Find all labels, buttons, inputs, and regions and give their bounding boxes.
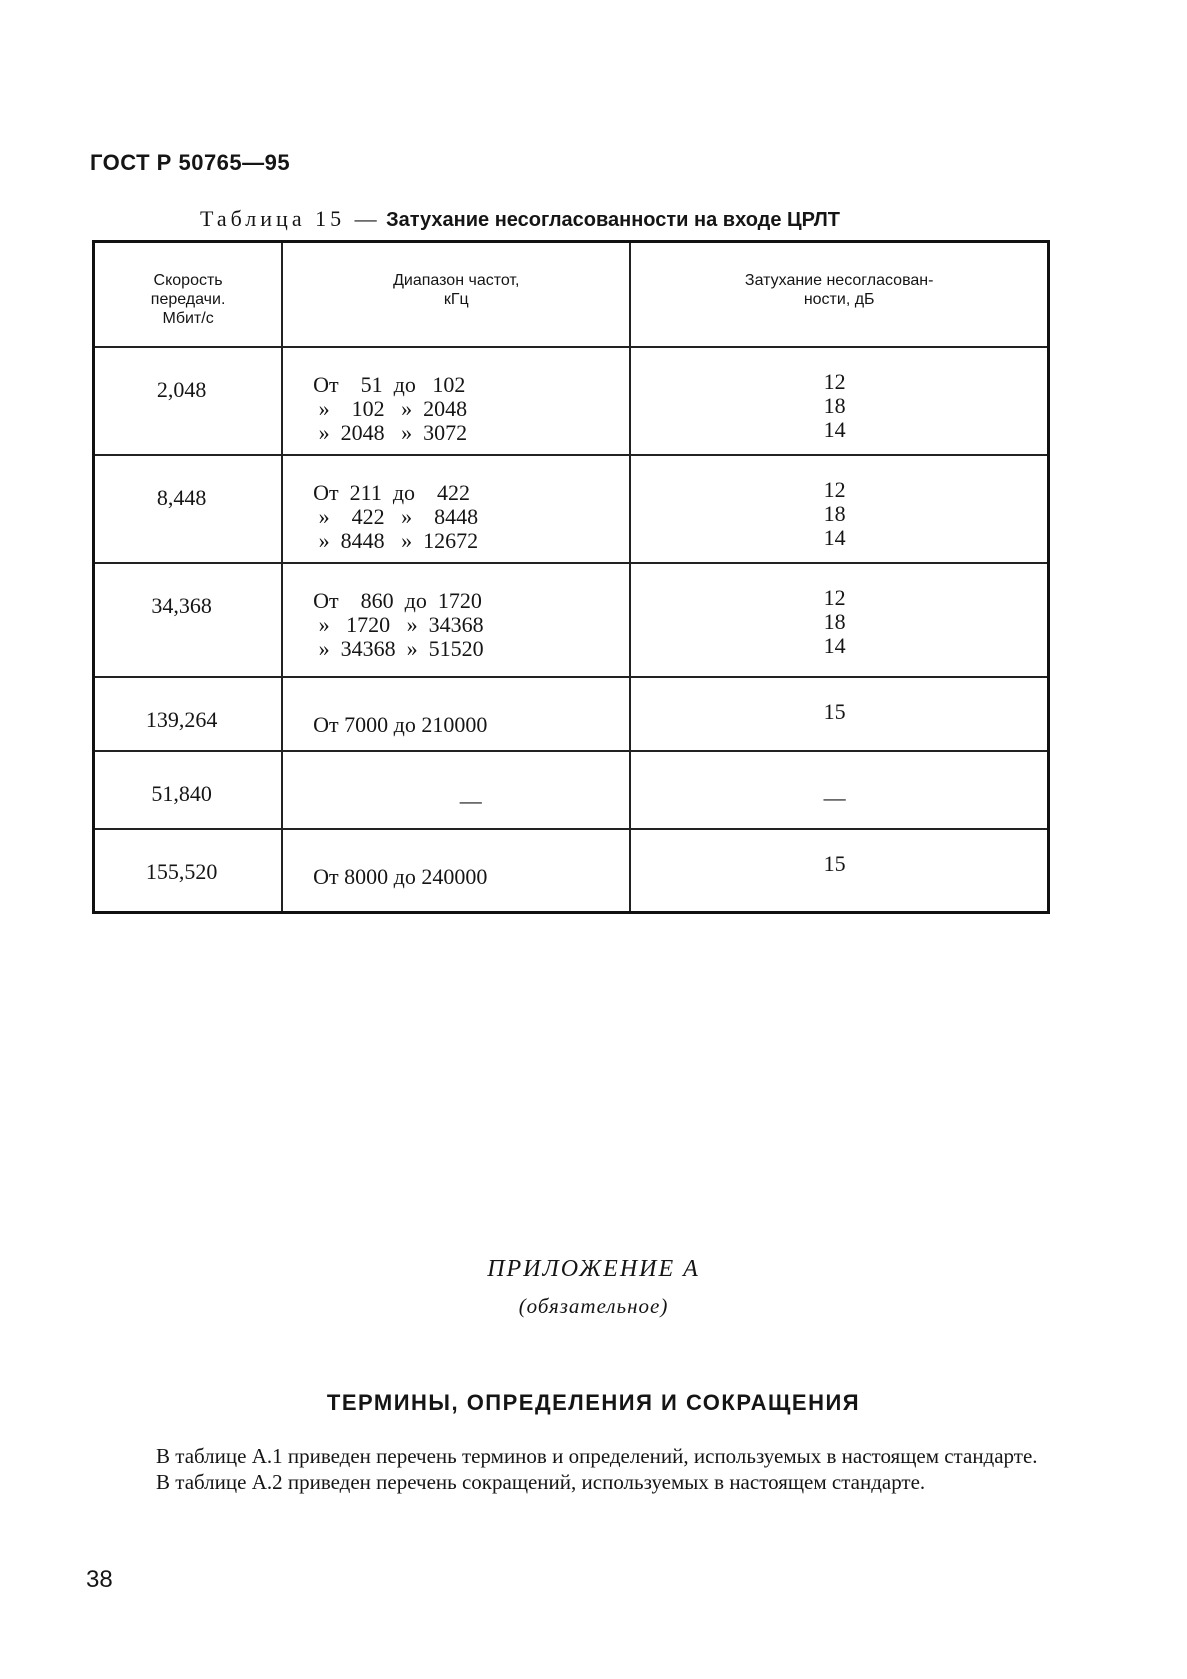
table-caption-label: Таблица 15 — [200,206,381,231]
table-row [95,829,1047,911]
attenuation-table [92,240,1050,914]
attenuation-cell: — [630,751,1047,829]
speed-cell: 34,368 [95,563,282,677]
appendix-title: ПРИЛОЖЕНИЕ А [487,1256,700,1282]
speed-cell: 139,264 [95,677,282,751]
attenuation-cell: 12 18 14 [630,563,1047,677]
frequency-cell: От 860 до 1720 » 1720 » 34368 » 34368 » 51520 [282,563,630,677]
table-row [95,677,1047,751]
frequency-cell: От 8000 до 240000 [282,829,630,911]
table-row [95,563,1047,677]
frequency-cell: От 211 до 422 » 422 » 8448 » 8448 » 12672 [282,455,630,563]
section-heading: ТЕРМИНЫ, ОПРЕДЕЛЕНИЯ И СОКРАЩЕНИЯ [326,1390,861,1415]
speed-cell: 51,840 [95,751,282,829]
table-row [95,751,1047,829]
frequency-cell: — [282,751,630,829]
attenuation-cell: 15 [630,677,1047,751]
document-header: ГОСТ Р 50765—95 [90,150,291,175]
appendix-subtitle: (обязательное) [518,1294,669,1318]
header-attenuation: Затухание несогласован- ности, дБ [630,243,1047,347]
table-row [95,347,1047,455]
table-row [95,455,1047,563]
attenuation-cell: 12 18 14 [630,455,1047,563]
table-caption [200,206,840,232]
attenuation-cell: 12 18 14 [630,347,1047,455]
page-number: 38 [86,1566,113,1593]
header-speed: Скорость передачи. Мбит/с [95,243,282,347]
speed-cell: 155,520 [95,829,282,911]
speed-cell: 8,448 [95,455,282,563]
speed-cell: 2,048 [95,347,282,455]
frequency-cell: От 51 до 102 » 102 » 2048 » 2048 » 3072 [282,347,630,455]
frequency-cell: От 7000 до 210000 [282,677,630,751]
paragraph: В таблице А.2 приведен перечень сокращений, используемых в настоящем стандарте. [156,1470,926,1494]
paragraph: В таблице А.1 приведен перечень терминов и определений, используемых в настоящем стандарте. [156,1444,1038,1468]
header-frequency: Диапазон частот, кГц [282,243,630,347]
table-caption-title: Затухание несогласованности на входе ЦРЛТ [386,209,840,231]
body-text [104,1443,1066,1495]
attenuation-cell: 15 [630,829,1047,911]
table-header-row [95,243,1047,347]
